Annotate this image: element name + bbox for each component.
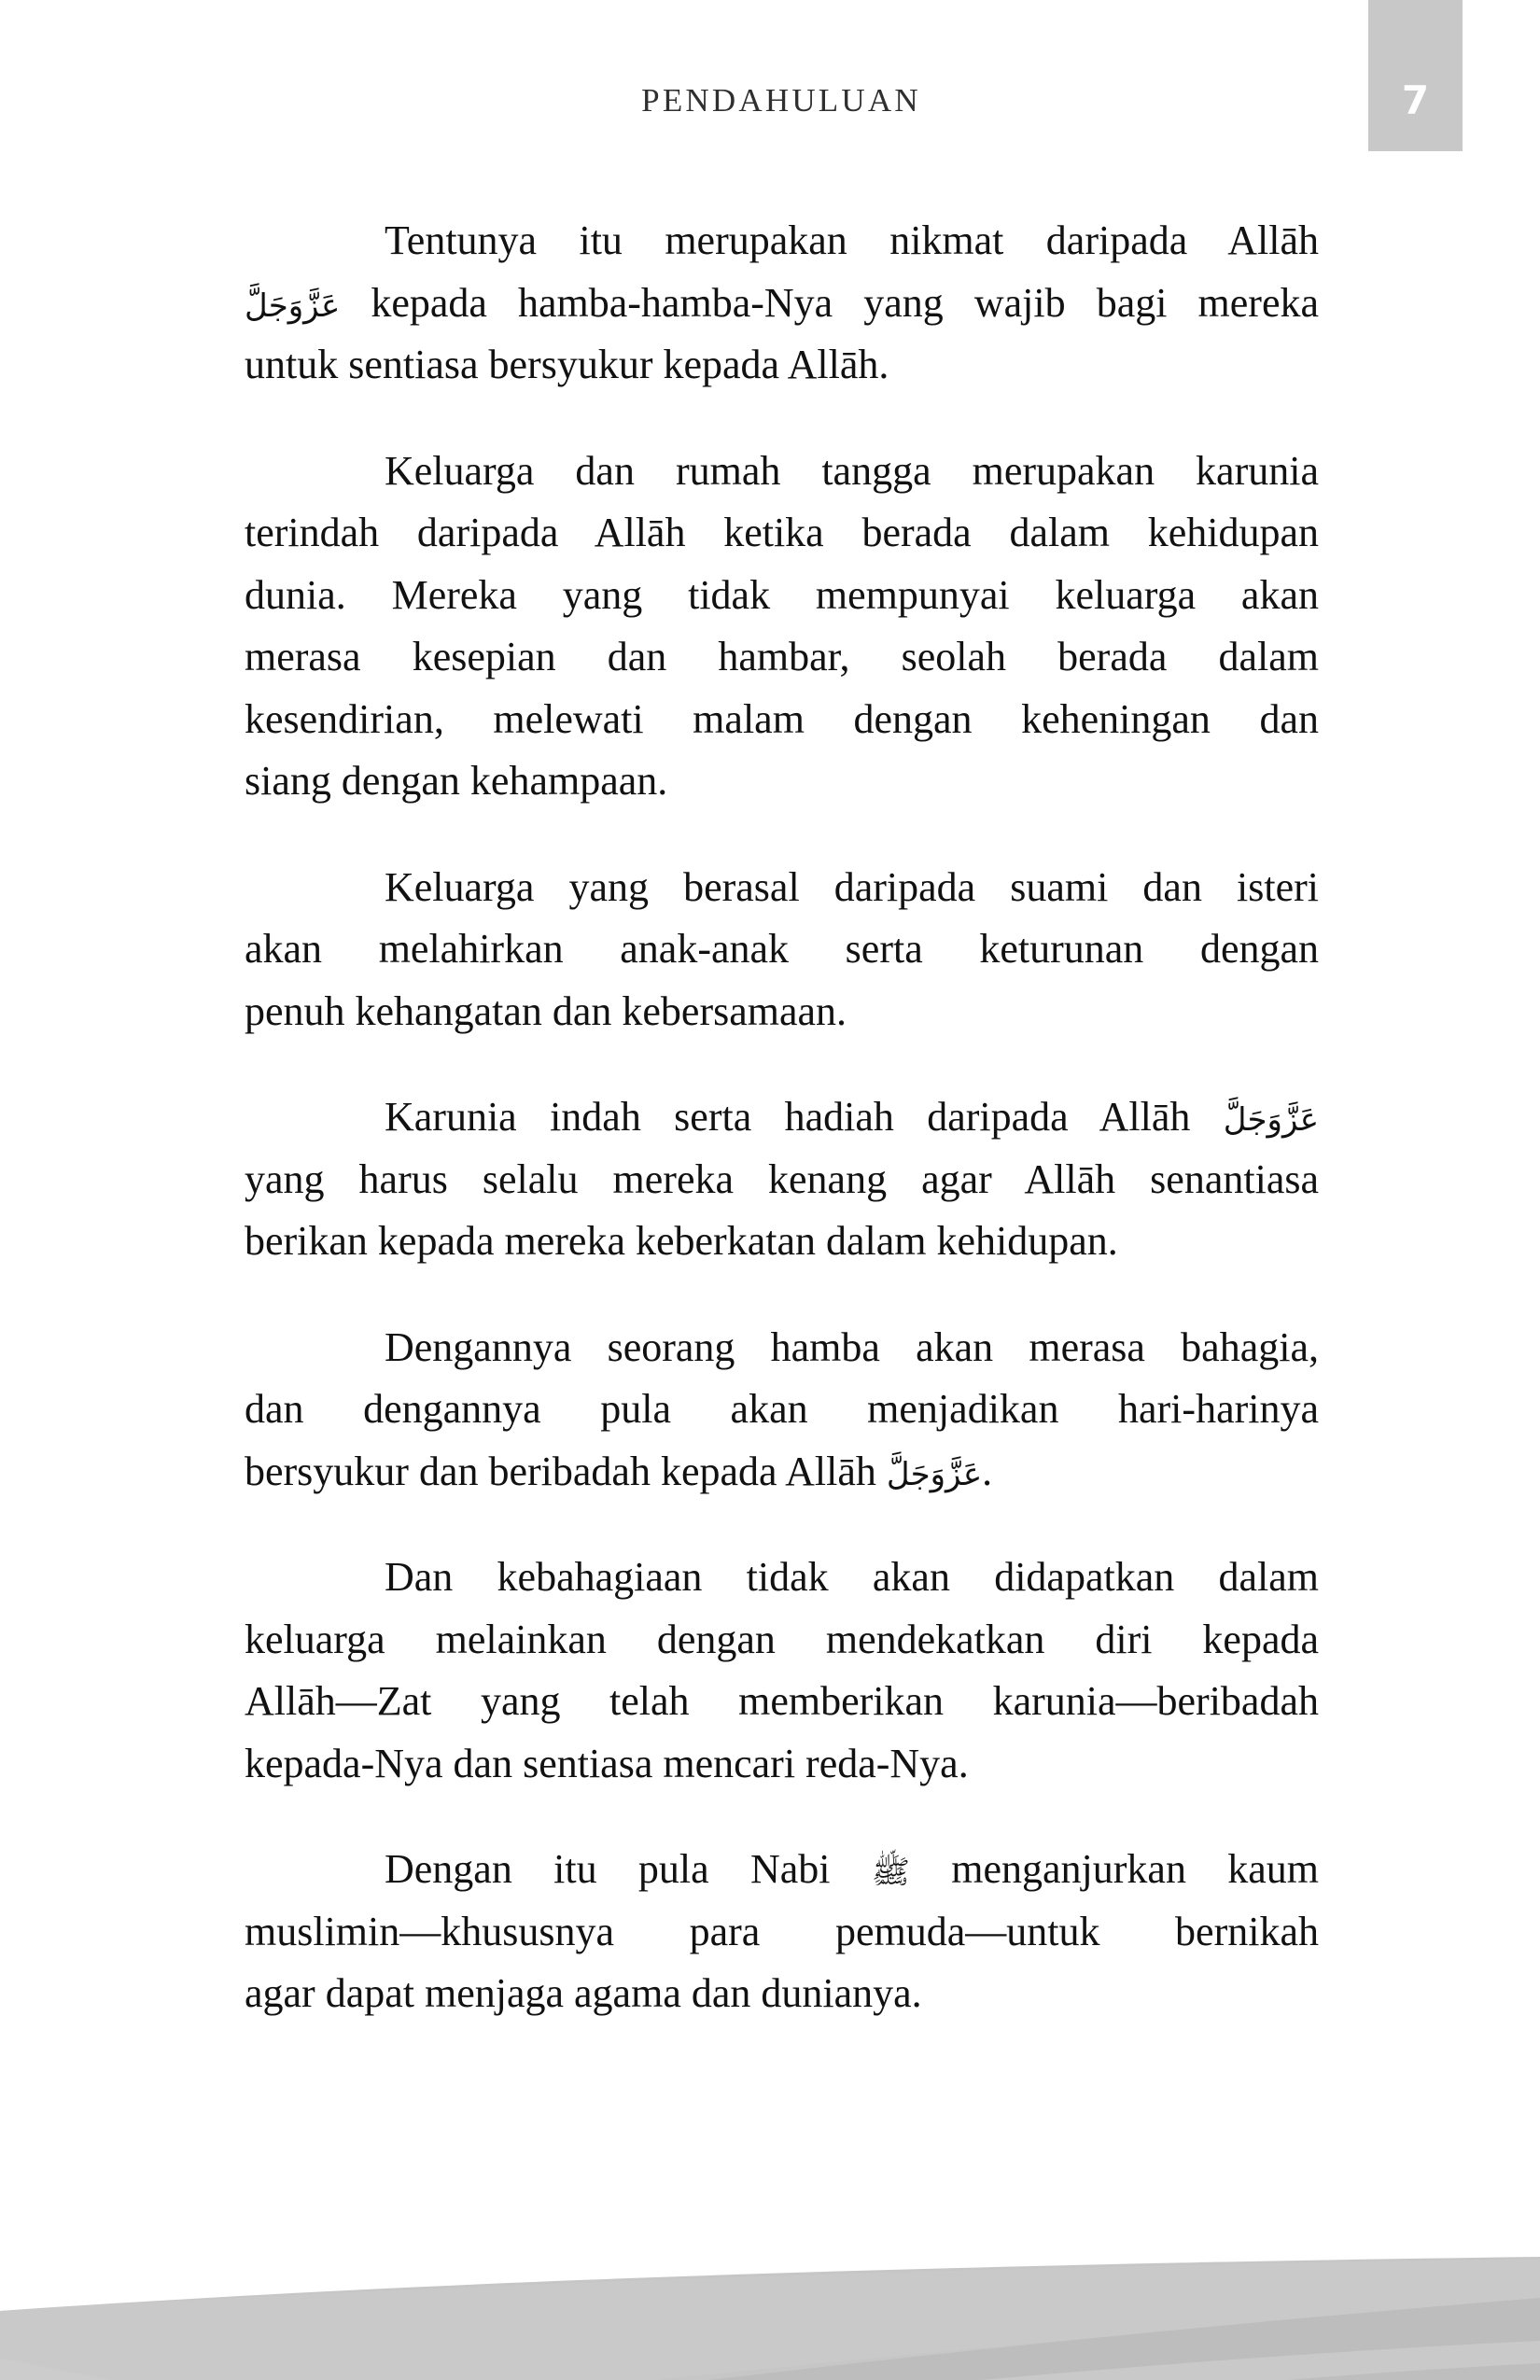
paragraph: [245, 1317, 1319, 1504]
text-line: Dan kebahagiaan tidak akan didapatkan dalam: [385, 1554, 1319, 1600]
text-line: Keluarga yang berasal daripada suami dan isteri: [385, 863, 1319, 910]
text-line: untuk sentiasa bersyukur kepada Allāh.: [245, 342, 889, 387]
paragraph: [245, 1547, 1319, 1795]
text-line: penuh kehangatan dan kebersamaan.: [245, 987, 847, 1034]
chapter-title: PENDAHULUAN: [641, 82, 921, 119]
text-line: terindah daripada Allāh ketika berada dalam kehidupan: [245, 510, 1319, 555]
azza-wa-jalla-honorific: عَزَّوَجَلَّ: [886, 1455, 983, 1493]
text-line: akan melahirkan anak-anak serta keturunan dengan: [245, 926, 1319, 972]
paragraph: [245, 441, 1319, 813]
text-line: عَزَّوَجَلَّ kepada hamba-hamba-Nya yang wajib bagi mereka: [245, 273, 1319, 335]
paragraph: [245, 857, 1319, 1043]
text-line: dan dengannya pula akan menjadikan hari-harinya: [245, 1386, 1319, 1432]
paragraph: [245, 1086, 1319, 1273]
body-text: [245, 210, 1319, 2069]
text-line: muslimin—khususnya para pemuda—untuk bernikah: [245, 1908, 1319, 1954]
salawat-honorific: ﷺ: [871, 1854, 910, 1891]
text-line: yang harus selalu mereka kenang agar Allāh senantiasa: [245, 1155, 1319, 1202]
text-line: agar dapat menjaga agama dan dunianya.: [245, 1970, 922, 2016]
running-header: [0, 77, 1540, 123]
page-number: 7: [1401, 77, 1430, 123]
text-line: Karunia indah serta hadiah daripada Allāh عَزَّوَجَلَّ: [245, 1086, 1319, 1149]
page-number-tab: [1368, 0, 1463, 151]
text-line: Tentunya itu merupakan nikmat daripada Allāh: [385, 217, 1319, 263]
text-line: Allāh—Zat yang telah memberikan karunia—beribadah: [245, 1678, 1319, 1724]
text-line: keluarga melainkan dengan mendekatkan diri kepada: [245, 1616, 1319, 1662]
paragraph: [245, 210, 1319, 397]
azza-wa-jalla-honorific: عَزَّوَجَلَّ: [245, 287, 341, 325]
text-line: Dengan itu pula Nabi ﷺ menganjurkan kaum: [245, 1839, 1319, 1901]
text-line: berikan kepada mereka keberkatan dalam kehidupan.: [245, 1218, 1118, 1264]
text-line: kepada-Nya dan sentiasa mencari reda-Nya.: [245, 1740, 969, 1786]
text-line: kesendirian, melewati malam dengan keheningan dan: [245, 695, 1319, 742]
text-line: merasa kesepian dan hambar, seolah berada dalam: [245, 634, 1319, 679]
decorative-footer-band: [0, 2240, 1540, 2380]
text-line: siang dengan kehampaan.: [245, 758, 668, 804]
paragraph: [245, 1839, 1319, 2025]
text-line: dunia. Mereka yang tidak mempunyai keluarga akan: [245, 571, 1319, 618]
azza-wa-jalla-honorific: عَزَّوَجَلَّ: [1223, 1101, 1319, 1139]
text-line: Keluarga dan rumah tangga merupakan karunia: [385, 447, 1319, 494]
text-line: Dengannya seorang hamba akan merasa bahagia,: [385, 1323, 1319, 1370]
text-line: bersyukur dan beribadah kepada Allāh عَزَّوَجَلَّ.: [245, 1441, 1319, 1504]
